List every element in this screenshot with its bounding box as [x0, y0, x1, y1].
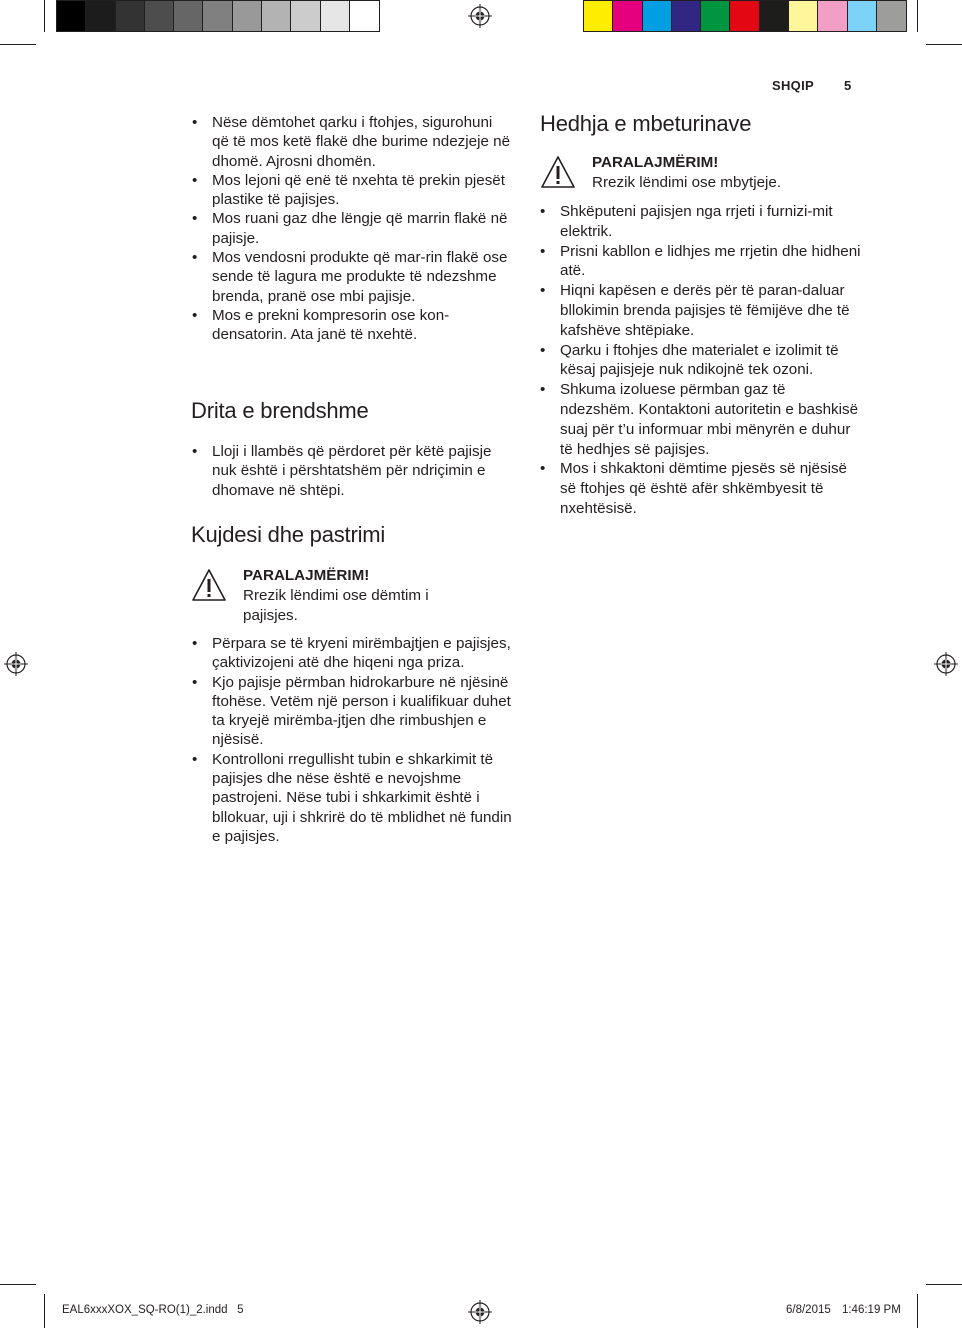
list-item: • Shkëputeni pajisjen nga rrjeti i furnizi-mit elektrik.: [540, 202, 862, 242]
warning-title: PARALAJMËRIM!: [243, 567, 370, 584]
process-swatch: [730, 1, 759, 31]
process-swatch: [760, 1, 789, 31]
crop-mark: [917, 1294, 918, 1328]
footer-date: 6/8/2015: [786, 1304, 831, 1316]
warning-box: [191, 566, 511, 628]
registration-mark-icon: [468, 1300, 492, 1324]
lighting-list: [192, 442, 512, 500]
intro-safety-list: [192, 113, 512, 345]
list-item: • Hiqni kapësen e derës për të paran-daluar bllokimin brenda pajisjes të fëmijëve dhe të kafshëve shtëpiake.: [540, 281, 862, 340]
list-item: • Shkuma izoluese përmban gaz të ndezshëm. Kontaktoni autoritetin e bashkisë suaj për t’u informuar mbi mënyrën e duhur të hedhjes së pajisjes.: [540, 380, 862, 459]
warning-text: [243, 566, 473, 626]
list-item: • Mos e prekni kompresorin ose kon-densatorin. Ata janë të nxehtë.: [192, 306, 512, 345]
crop-mark: [0, 1284, 36, 1285]
grayscale-swatch: [116, 1, 145, 31]
crop-mark: [44, 1294, 45, 1328]
warning-message: Rrezik lëndimi ose dëmtim i pajisjes.: [243, 587, 429, 624]
grayscale-swatch: [233, 1, 262, 31]
page-header: [772, 78, 852, 93]
disposal-list: [540, 202, 862, 519]
list-item: • Kjo pajisje përmban hidrokarbure në njësinë ftohëse. Vetëm një person i kualifikuar duhet ta kryejë mirëmba-jtjen dhe rimbushjen e njësisë.: [192, 673, 512, 750]
grayscale-swatch: [86, 1, 115, 31]
list-item: • Nëse dëmtohet qarku i ftohjes, sigurohuni që të mos ketë flakë dhe burime ndezjeje në dhomë. Ajrosni dhomën.: [192, 113, 512, 171]
process-swatch: [643, 1, 672, 31]
grayscale-swatch: [291, 1, 320, 31]
warning-triangle-icon: [540, 155, 576, 189]
footer-time: 1:46:19 PM: [841, 1304, 901, 1316]
list-item: • Mos ruani gaz dhe lëngje që marrin flakë në pajisje.: [192, 209, 512, 248]
section-title-care: Kujdesi dhe pastrimi: [191, 522, 386, 547]
process-swatch: [584, 1, 613, 31]
grayscale-color-bar: [56, 0, 380, 32]
registration-mark-icon: [934, 652, 958, 676]
section-title-lighting: Drita e brendshme: [191, 398, 369, 423]
process-swatch: [877, 1, 906, 31]
list-item: • Prisni kabllon e lidhjes me rrjetin dhe hidheni atë.: [540, 242, 862, 282]
process-swatch: [701, 1, 730, 31]
warning-message: Rrezik lëndimi ose mbytjeje.: [592, 174, 782, 191]
process-swatch: [789, 1, 818, 31]
crop-mark: [926, 44, 962, 45]
registration-mark-icon: [4, 652, 28, 676]
process-swatch: [818, 1, 847, 31]
grayscale-swatch: [321, 1, 350, 31]
language-label: SHQIP: [772, 78, 814, 93]
grayscale-swatch: [350, 1, 379, 31]
list-item: • Kontrolloni rregullisht tubin e shkarkimit të pajisjes dhe nëse është e nevojshme pastrojeni. Nëse tubi i shkarkimit është i bllokuar, uji i shkrirë do të mblidhet në fundin e pajisjes.: [192, 750, 512, 846]
process-swatch: [672, 1, 701, 31]
list-item: • Mos lejoni që enë të nxehta të prekin pjesët plastike të pajisjes.: [192, 171, 512, 210]
grayscale-swatch: [174, 1, 203, 31]
list-item: • Lloji i llambës që përdoret për këtë pajisje nuk është i përshtatshëm për ndriçimin e dhomave në shtëpi.: [192, 442, 512, 500]
crop-mark: [0, 44, 36, 45]
warning-triangle-icon: [191, 568, 227, 602]
process-swatch: [848, 1, 877, 31]
crop-mark: [926, 1284, 962, 1285]
process-swatch: [613, 1, 642, 31]
registration-mark-icon: [468, 4, 492, 28]
grayscale-swatch: [262, 1, 291, 31]
page-number: 5: [843, 78, 852, 93]
section-title-disposal: Hedhja e mbeturinave: [540, 111, 752, 136]
footer-file-info: EAL6xxxXOX_SQ-RO(1)_2.indd 5: [62, 1304, 244, 1316]
list-item: • Mos i shkaktoni dëmtime pjesës së njësisë së ftohjes që është afër shkëmbyesit të nxehtësisë.: [540, 459, 862, 518]
crop-mark: [44, 0, 45, 32]
footer-timestamp: [786, 1304, 901, 1316]
list-item: • Qarku i ftohjes dhe materialet e izolimit të kësaj pajisjeje nuk ndikojnë tek ozoni.: [540, 341, 862, 381]
warning-title: PARALAJMËRIM!: [592, 154, 719, 171]
grayscale-swatch: [57, 1, 86, 31]
care-list: [192, 634, 512, 846]
grayscale-swatch: [203, 1, 232, 31]
warning-text: [592, 153, 781, 193]
list-item: • Mos vendosni produkte që mar-rin flakë ose sende të lagura me produkte të ndezshme brenda, pranë ose mbi pajisje.: [192, 248, 512, 306]
process-color-bar: [583, 0, 907, 32]
warning-box: [540, 153, 870, 197]
list-item: • Përpara se të kryeni mirëmbajtjen e pajisjes, çaktivizojeni atë dhe hiqeni nga priza.: [192, 634, 512, 673]
grayscale-swatch: [145, 1, 174, 31]
crop-mark: [917, 0, 918, 32]
